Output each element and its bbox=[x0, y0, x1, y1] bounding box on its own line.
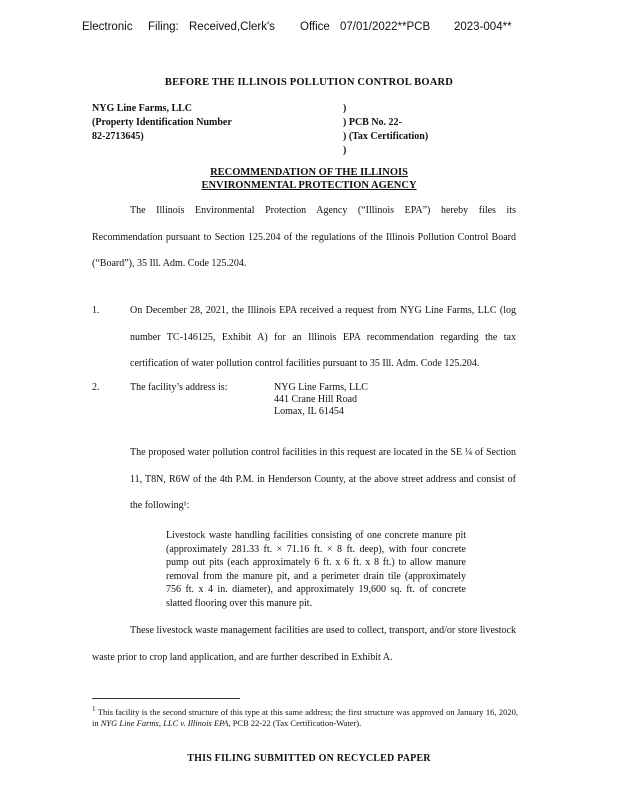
header-office: Office bbox=[300, 21, 330, 33]
caption-case-line: ) PCB No. 22- bbox=[343, 117, 402, 128]
location-paragraph: The proposed water pollution control facilities in this request are located in the SE ¼ of Section 11, T8N, R6W of the 4th P.M. in Henderson County, at the above street address and consist of the following¹: bbox=[130, 447, 516, 511]
footnote bbox=[92, 704, 518, 730]
header-filing: Filing: bbox=[148, 21, 179, 33]
facility-description-block: Livestock waste handling facilities consisting of one concrete manure pit (approximately 281.33 ft. × 71.16 ft. × 8 ft. deep), with four concrete pump out pits (each approximately 6 ft. x 6 ft. x 8 ft.) to allow manure removal from the manure pit, and a perimeter drain tile (approximately 756 ft. x 4 in. diameter), and approximately 19,600 sq. ft. of concrete slatted flooring over this manure pit. bbox=[166, 530, 466, 609]
footnote-marker: 1 bbox=[92, 705, 96, 713]
header-electronic: Electronic bbox=[82, 21, 133, 33]
caption-case-line: ) (Tax Certification) bbox=[343, 131, 429, 142]
caption-petitioner-line: 82-2713645) bbox=[92, 131, 144, 142]
header-number: 2023-004** bbox=[454, 21, 512, 33]
address-label: The facility’s address is: bbox=[130, 382, 228, 393]
footnote-case-name: NYG Line Farms, LLC v. Illinois EPA bbox=[100, 718, 229, 729]
recommendation-title-line: ENVIRONMENTAL PROTECTION AGENCY bbox=[201, 180, 417, 191]
recommendation-title bbox=[0, 166, 618, 192]
caption-case-number bbox=[343, 102, 428, 158]
caption-petitioner bbox=[92, 102, 232, 144]
address-line: Lomax, IL 61454 bbox=[274, 406, 344, 417]
caption-case-line: ) bbox=[343, 145, 347, 156]
recommendation-title-line: RECOMMENDATION OF THE ILLINOIS bbox=[210, 167, 408, 178]
footnote-text-b: , PCB 22-22 (Tax Certification-Water). bbox=[228, 718, 362, 729]
recycled-paper-footer: THIS FILING SUBMITTED ON RECYCLED PAPER bbox=[187, 753, 431, 764]
footnote-text-a: This facility is the second structure of this type at this same address; the first structure was approved on January 16, 2020, in bbox=[92, 706, 518, 729]
item-2-number: 2. bbox=[92, 382, 100, 393]
intro-paragraph: The Illinois Environmental Protection Agency (“Illinois EPA”) hereby files its Recommendation pursuant to Section 125.204 of the regulations of the Illinois Pollution Control Board (“Board”), 35 Ill. Adm. Code 125.204. bbox=[92, 205, 516, 269]
item-1-number: 1. bbox=[92, 305, 100, 316]
header-date: 07/01/2022**PCB bbox=[340, 21, 431, 33]
header-received: Received,Clerk's bbox=[189, 21, 275, 33]
board-title: BEFORE THE ILLINOIS POLLUTION CONTROL BOARD bbox=[164, 77, 454, 88]
footnote-divider bbox=[92, 698, 240, 699]
item-1-text: On December 28, 2021, the Illinois EPA received a request from NYG Line Farms, LLC (log number TC-146125, Exhibit A) for an Illinois EPA recommendation regarding the tax certification of water pollution control facilities pursuant to 35 Ill. Adm. Code 125.204. bbox=[130, 305, 516, 369]
address-line: NYG Line Farms, LLC bbox=[274, 382, 368, 393]
address-line: 441 Crane Hill Road bbox=[274, 394, 358, 405]
usage-paragraph: These livestock waste management facilities are used to collect, transport, and/or store livestock waste prior to crop land application, and are further described in Exhibit A. bbox=[92, 625, 516, 663]
caption-petitioner-line: (Property Identification Number bbox=[92, 117, 232, 128]
caption-case-line: ) bbox=[343, 103, 347, 114]
caption-petitioner-line: NYG Line Farms, LLC bbox=[92, 103, 192, 114]
facility-address bbox=[274, 382, 368, 418]
